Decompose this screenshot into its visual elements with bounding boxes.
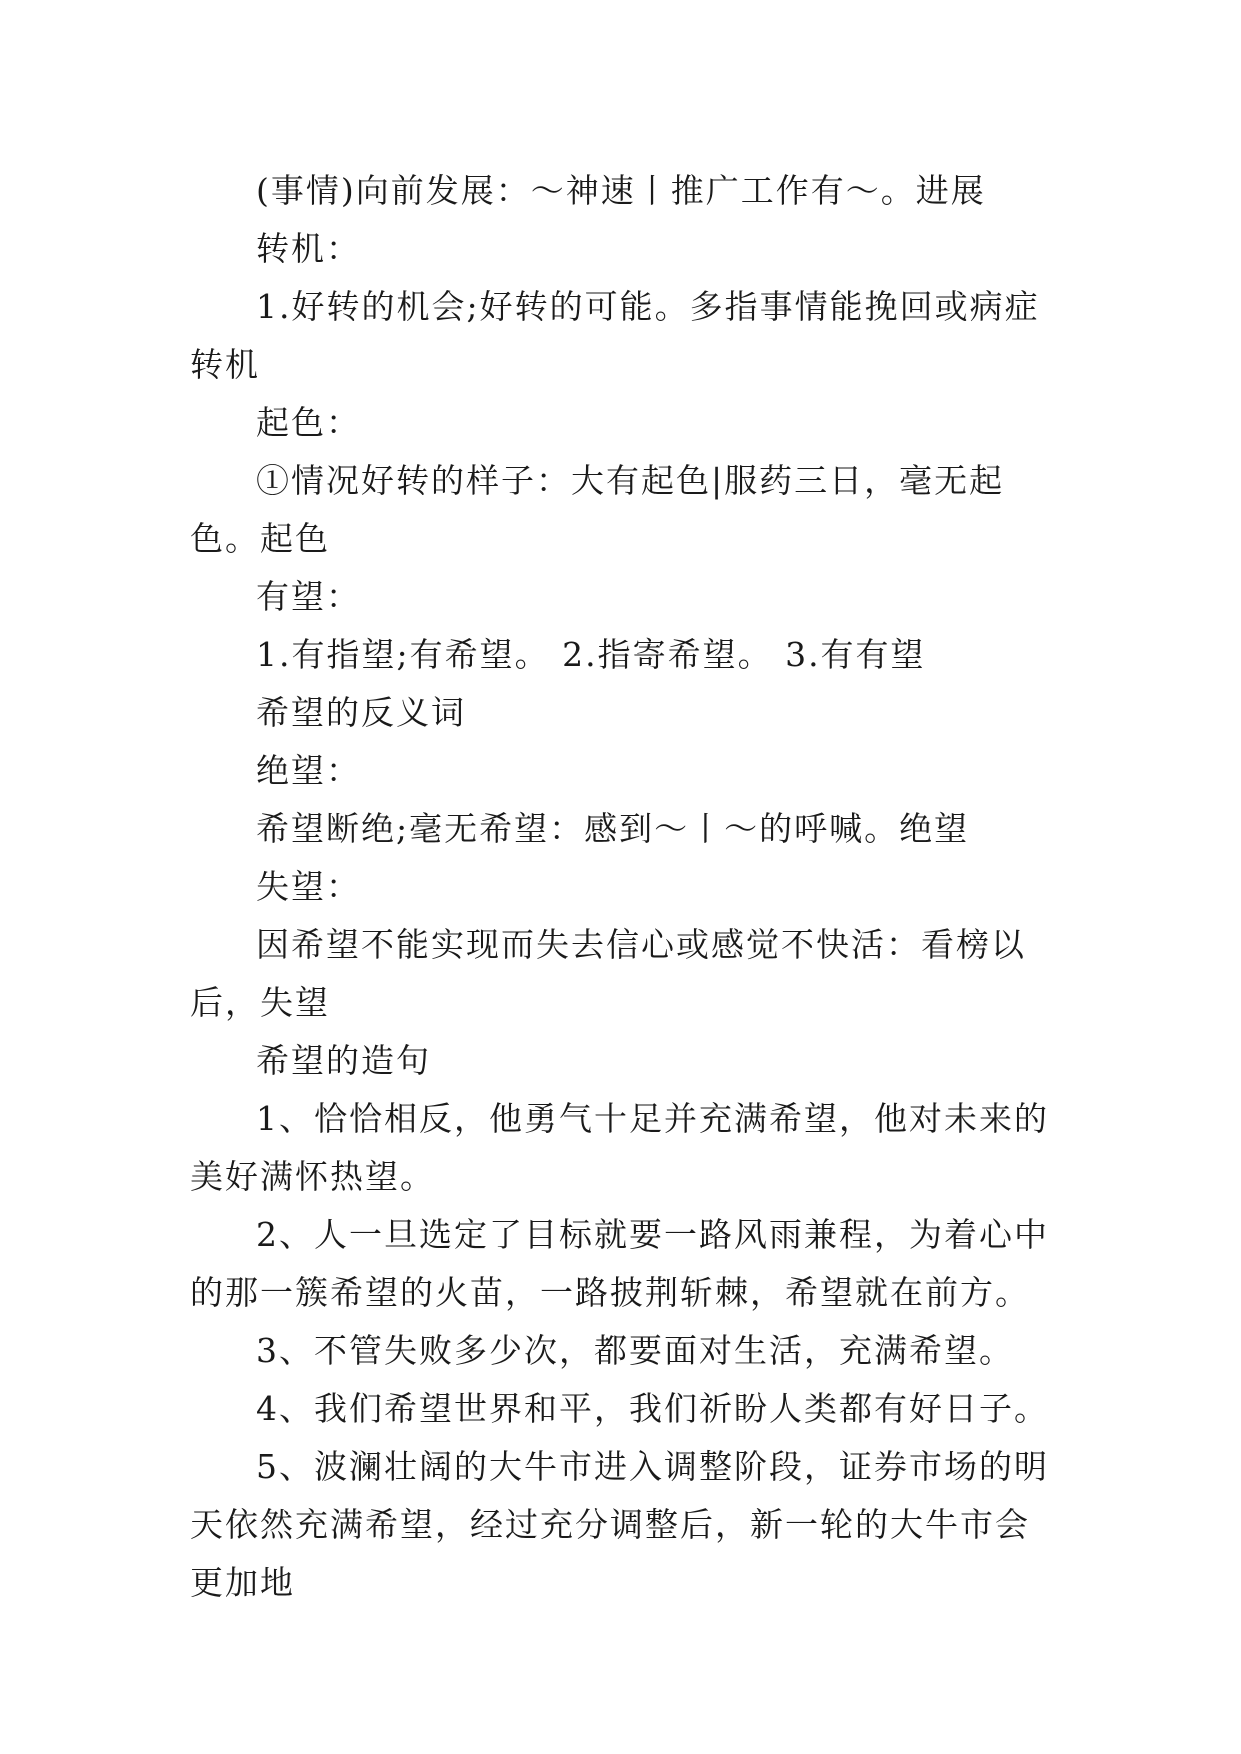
paragraph-turning-point-definition: 1.好转的机会;好转的可能。多指事情能挽回或病症转机 bbox=[190, 287, 1040, 384]
paragraph-improvement-definition: ①情况好转的样子：大有起色|服药三日，毫无起色。起色 bbox=[190, 461, 1005, 558]
paragraph-disappointment-definition: 因希望不能实现而失去信心或感觉不快活：看榜以后，失望 bbox=[190, 925, 1026, 1022]
document-body bbox=[190, 162, 1060, 1612]
heading-despair: 绝望： bbox=[256, 751, 361, 790]
heading-turning-point: 转机： bbox=[256, 229, 361, 268]
heading-disappointment: 失望： bbox=[256, 867, 361, 906]
heading-hopeful: 有望： bbox=[256, 577, 361, 616]
example-sentence-2: 2、人一旦选定了目标就要一路风雨兼程，为着心中的那一簇希望的火苗，一路披荆斩棘，希望就在前方。 bbox=[190, 1215, 1049, 1312]
paragraph-progress-definition: (事情)向前发展：～神速丨推广工作有～。进展 bbox=[256, 171, 986, 210]
section-heading-example-sentences: 希望的造句 bbox=[256, 1041, 431, 1080]
heading-improvement: 起色： bbox=[256, 403, 361, 442]
example-sentence-5: 5、波澜壮阔的大牛市进入调整阶段，证券市场的明天依然充满希望，经过充分调整后，新一轮的大牛市会更加地 bbox=[190, 1447, 1049, 1602]
paragraph-hopeful-definition: 1.有指望;有希望。 2.指寄希望。 3.有有望 bbox=[256, 635, 926, 674]
example-sentence-1: 1、恰恰相反，他勇气十足并充满希望，他对未来的美好满怀热望。 bbox=[190, 1099, 1049, 1196]
example-sentence-4: 4、我们希望世界和平，我们祈盼人类都有好日子。 bbox=[256, 1389, 1049, 1428]
paragraph-despair-definition: 希望断绝;毫无希望：感到～丨～的呼喊。绝望 bbox=[256, 809, 970, 848]
section-heading-antonyms: 希望的反义词 bbox=[256, 693, 466, 732]
example-sentence-3: 3、不管失败多少次，都要面对生活，充满希望。 bbox=[256, 1331, 1014, 1370]
